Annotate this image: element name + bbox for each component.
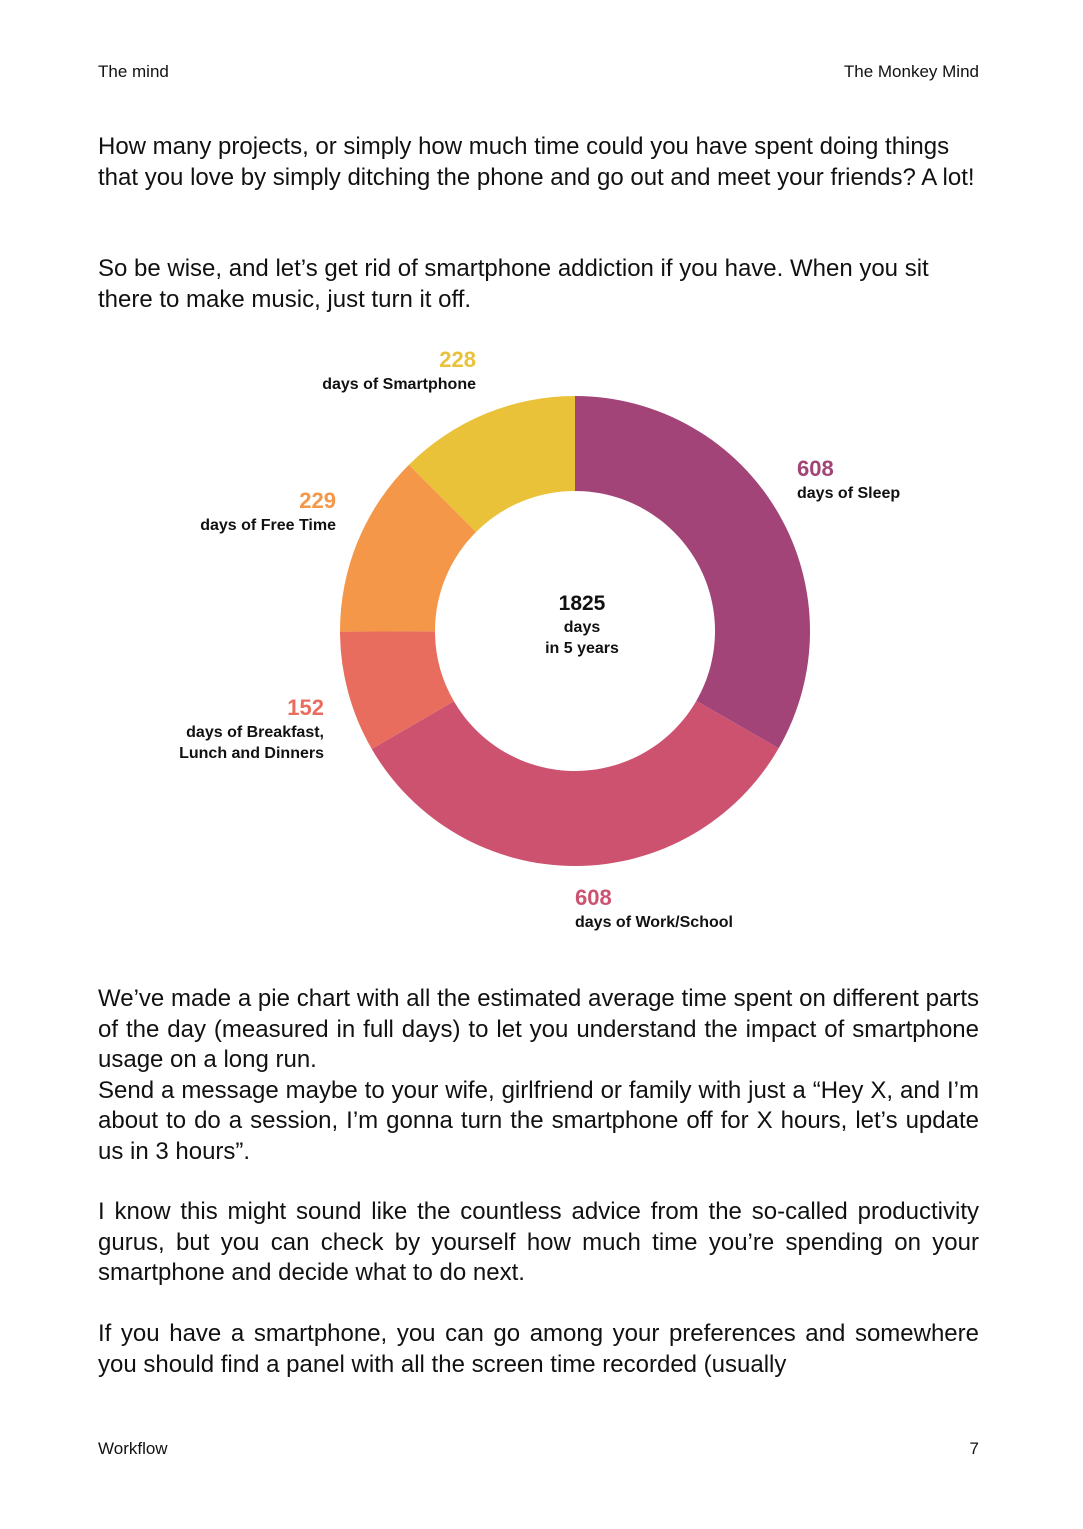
page-number: 7 bbox=[969, 1439, 979, 1458]
chart-center-label bbox=[545, 592, 619, 657]
paragraph-chart-explanation bbox=[98, 984, 979, 1167]
running-header-right: The Monkey Mind bbox=[843, 62, 979, 81]
center-total-value: 1825 bbox=[558, 592, 606, 615]
slice-category-label-1-0: days of Work/School bbox=[575, 914, 733, 931]
slice-value-label-2: 152 bbox=[287, 695, 324, 720]
paragraph-chart-explanation-b: Send a message maybe to your wife, girlfriend or family with just a “Hey X, and I’m about to do a session, I’m gonna turn the smartphone off for X hours, let’s update us in 3 hours”. bbox=[98, 1076, 979, 1165]
slice-value-label-3: 229 bbox=[299, 488, 336, 513]
slice-value-label-0: 608 bbox=[797, 456, 834, 481]
paragraph-gurus: I know this might sound like the countless advice from the so-called productivity gurus, but you can check by yourself how much time you’re spending on your smartphone and decide what to do next. bbox=[98, 1198, 979, 1286]
center-total-unit: days bbox=[563, 619, 601, 636]
paragraph-chart-explanation-a: We’ve made a pie chart with all the estimated average time spent on different parts of the day (measured in full days) to let you understand the impact of smartphone usage on a long run. bbox=[98, 985, 979, 1073]
slice-category-label-3-0: days of Free Time bbox=[200, 517, 336, 534]
center-total-period: in 5 years bbox=[545, 640, 619, 657]
donut-slice-1 bbox=[372, 701, 779, 866]
paragraph-intro: How many projects, or simply how much time could you have spent doing things that you love by simply ditching the phone and go out and meet your friends? A lot! bbox=[98, 133, 975, 191]
slice-category-label-0-0: days of Sleep bbox=[797, 485, 901, 502]
running-footer-title: Workflow bbox=[98, 1439, 168, 1458]
paragraph-screen-time: If you have a smartphone, you can go among your preferences and somewhere you should find a panel with all the screen time recorded (usually bbox=[98, 1320, 979, 1378]
slice-category-label-2-0: days of Breakfast, bbox=[186, 724, 324, 741]
slice-category-label-4-0: days of Smartphone bbox=[322, 376, 476, 393]
paragraph-advice: So be wise, and let’s get rid of smartphone addiction if you have. When you sit there to make music, just turn it off. bbox=[98, 255, 929, 313]
slice-category-label-2-1: Lunch and Dinners bbox=[179, 745, 324, 762]
slice-value-label-1: 608 bbox=[575, 885, 612, 910]
running-header-left: The mind bbox=[98, 62, 169, 81]
donut-slice-0 bbox=[575, 396, 810, 748]
slice-value-label-4: 228 bbox=[439, 347, 476, 372]
